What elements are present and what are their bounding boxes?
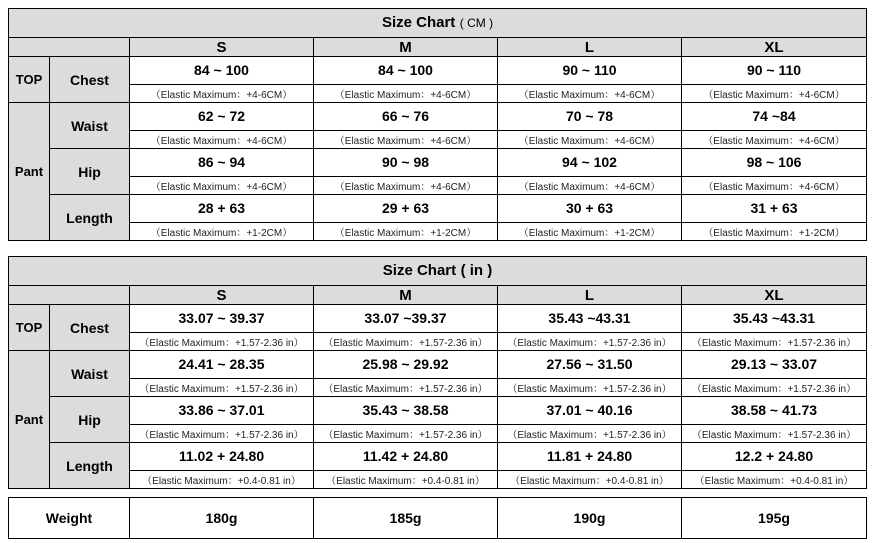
- elastic-note: （Elastic Maximum：+1-2CM）: [498, 223, 682, 241]
- value-cell: 27.56 ~ 31.50: [498, 351, 682, 379]
- elastic-note: （Elastic Maximum：+0.4-0.81 in）: [682, 471, 867, 489]
- header-blank: [9, 286, 130, 305]
- group-label-top: TOP: [9, 57, 50, 103]
- elastic-note: （Elastic Maximum：+1-2CM）: [682, 223, 867, 241]
- elastic-note: （Elastic Maximum：+1.57-2.36 in）: [498, 379, 682, 397]
- value-cell: 90 ~ 110: [682, 57, 867, 85]
- value-cell: 70 ~ 78: [498, 103, 682, 131]
- measure-label-length: Length: [50, 195, 130, 241]
- table-row: [9, 57, 867, 85]
- chart-title: [9, 257, 867, 286]
- value-cell: 12.2 + 24.80: [682, 443, 867, 471]
- measure-label-waist: Waist: [50, 351, 130, 397]
- elastic-note: （Elastic Maximum：+1.57-2.36 in）: [682, 425, 867, 443]
- value-cell: 30 + 63: [498, 195, 682, 223]
- elastic-note: （Elastic Maximum：+0.4-0.81 in）: [498, 471, 682, 489]
- value-cell: 33.07 ~39.37: [314, 305, 498, 333]
- elastic-note: （Elastic Maximum：+1.57-2.36 in）: [130, 379, 314, 397]
- value-cell: 31 + 63: [682, 195, 867, 223]
- value-cell: 35.43 ~ 38.58: [314, 397, 498, 425]
- value-cell: 25.98 ~ 29.92: [314, 351, 498, 379]
- elastic-note: （Elastic Maximum：+0.4-0.81 in）: [130, 471, 314, 489]
- value-cell: 24.41 ~ 28.35: [130, 351, 314, 379]
- weight-value-m: 185g: [314, 498, 498, 539]
- chart-title-unit: ( CM ): [459, 16, 494, 30]
- elastic-note: （Elastic Maximum：+1.57-2.36 in）: [314, 333, 498, 351]
- elastic-note: （Elastic Maximum：+4-6CM）: [314, 131, 498, 149]
- elastic-note: （Elastic Maximum：+1.57-2.36 in）: [130, 425, 314, 443]
- measure-label-chest: Chest: [50, 57, 130, 103]
- value-cell: 11.42 + 24.80: [314, 443, 498, 471]
- elastic-note: （Elastic Maximum：+1-2CM）: [314, 223, 498, 241]
- weight-value-s: 180g: [130, 498, 314, 539]
- value-cell: 62 ~ 72: [130, 103, 314, 131]
- measure-label-waist: Waist: [50, 103, 130, 149]
- table-row: [9, 149, 867, 177]
- value-cell: 90 ~ 110: [498, 57, 682, 85]
- elastic-note: （Elastic Maximum：+4-6CM）: [498, 131, 682, 149]
- table-row: [9, 195, 867, 223]
- measure-label-chest: Chest: [50, 305, 130, 351]
- weight-value-l: 190g: [498, 498, 682, 539]
- elastic-note: （Elastic Maximum：+1.57-2.36 in）: [314, 425, 498, 443]
- elastic-note: （Elastic Maximum：+4-6CM）: [498, 85, 682, 103]
- chart-title: [9, 9, 867, 38]
- table-row: [9, 351, 867, 379]
- group-label-pant: Pant: [9, 103, 50, 241]
- elastic-note: （Elastic Maximum：+1.57-2.36 in）: [682, 333, 867, 351]
- header-blank: [9, 38, 130, 57]
- elastic-note: （Elastic Maximum：+1.57-2.36 in）: [498, 425, 682, 443]
- size-header-xl: XL: [682, 38, 867, 57]
- weight-label: Weight: [9, 498, 130, 539]
- elastic-note: （Elastic Maximum：+4-6CM）: [314, 85, 498, 103]
- value-cell: 86 ~ 94: [130, 149, 314, 177]
- value-cell: 35.43 ~43.31: [682, 305, 867, 333]
- table-row: [9, 498, 867, 539]
- value-cell: 84 ~ 100: [130, 57, 314, 85]
- elastic-note: （Elastic Maximum：+4-6CM）: [498, 177, 682, 195]
- elastic-note: （Elastic Maximum：+1.57-2.36 in）: [498, 333, 682, 351]
- value-cell: 33.07 ~ 39.37: [130, 305, 314, 333]
- value-cell: 90 ~ 98: [314, 149, 498, 177]
- chart-title-unit: ( in ): [460, 262, 493, 279]
- value-cell: 66 ~ 76: [314, 103, 498, 131]
- value-cell: 38.58 ~ 41.73: [682, 397, 867, 425]
- value-cell: 98 ~ 106: [682, 149, 867, 177]
- elastic-note: （Elastic Maximum：+4-6CM）: [682, 131, 867, 149]
- value-cell: 94 ~ 102: [498, 149, 682, 177]
- value-cell: 11.02 + 24.80: [130, 443, 314, 471]
- value-cell: 35.43 ~43.31: [498, 305, 682, 333]
- measure-label-hip: Hip: [50, 397, 130, 443]
- elastic-note: （Elastic Maximum：+4-6CM）: [682, 177, 867, 195]
- table-row: [9, 397, 867, 425]
- group-label-pant: Pant: [9, 351, 50, 489]
- elastic-note: （Elastic Maximum：+1-2CM）: [130, 223, 314, 241]
- measure-label-hip: Hip: [50, 149, 130, 195]
- group-label-top: TOP: [9, 305, 50, 351]
- size-header-s: S: [130, 286, 314, 305]
- weight-value-xl: 195g: [682, 498, 867, 539]
- weight-table: [8, 497, 867, 539]
- chart-title-text: Size Chart: [382, 262, 457, 279]
- value-cell: 74 ~84: [682, 103, 867, 131]
- elastic-note: （Elastic Maximum：+1.57-2.36 in）: [682, 379, 867, 397]
- elastic-note: （Elastic Maximum：+1.57-2.36 in）: [130, 333, 314, 351]
- value-cell: 37.01 ~ 40.16: [498, 397, 682, 425]
- elastic-note: （Elastic Maximum：+4-6CM）: [130, 131, 314, 149]
- elastic-note: （Elastic Maximum：+0.4-0.81 in）: [314, 471, 498, 489]
- table-row: [9, 305, 867, 333]
- size-header-s: S: [130, 38, 314, 57]
- value-cell: 11.81 + 24.80: [498, 443, 682, 471]
- table-row: [9, 103, 867, 131]
- elastic-note: （Elastic Maximum：+4-6CM）: [682, 85, 867, 103]
- elastic-note: （Elastic Maximum：+4-6CM）: [130, 177, 314, 195]
- value-cell: 84 ~ 100: [314, 57, 498, 85]
- chart-title-text: Size Chart: [381, 14, 456, 31]
- table-row: [9, 443, 867, 471]
- size-header-l: L: [498, 286, 682, 305]
- elastic-note: （Elastic Maximum：+4-6CM）: [314, 177, 498, 195]
- measure-label-length: Length: [50, 443, 130, 489]
- size-header-l: L: [498, 38, 682, 57]
- size-chart-in: [8, 256, 867, 489]
- size-chart-cm: [8, 8, 867, 241]
- size-header-m: M: [314, 38, 498, 57]
- size-header-m: M: [314, 286, 498, 305]
- elastic-note: （Elastic Maximum：+4-6CM）: [130, 85, 314, 103]
- value-cell: 28 + 63: [130, 195, 314, 223]
- value-cell: 33.86 ~ 37.01: [130, 397, 314, 425]
- value-cell: 29.13 ~ 33.07: [682, 351, 867, 379]
- elastic-note: （Elastic Maximum：+1.57-2.36 in）: [314, 379, 498, 397]
- value-cell: 29 + 63: [314, 195, 498, 223]
- size-header-xl: XL: [682, 286, 867, 305]
